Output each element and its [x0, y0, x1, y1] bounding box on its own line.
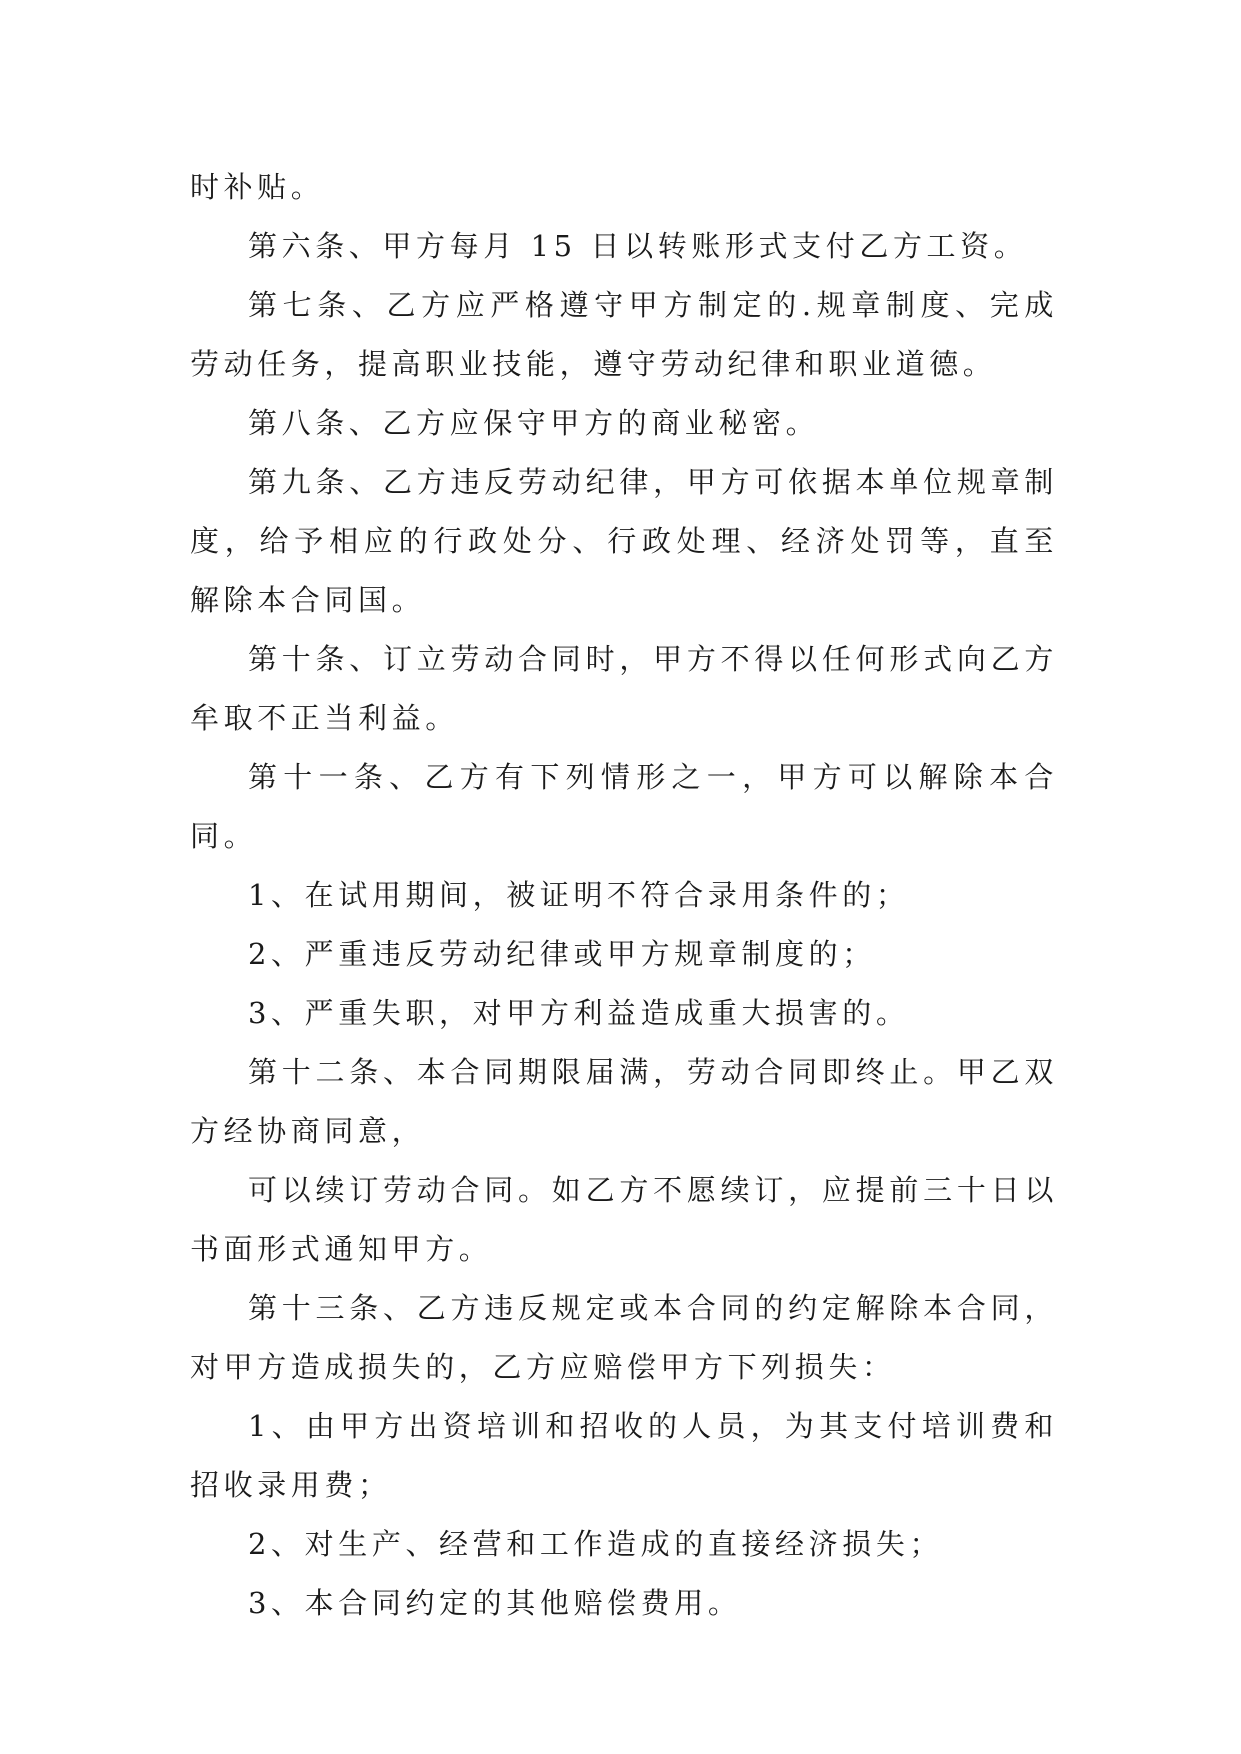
clause-11-item-1: 1、在试用期间，被证明不符合录用条件的；: [248, 878, 910, 912]
clause-11: 第十一条、乙方有下列情形之一，甲方可以解除本合同。: [190, 760, 1058, 853]
clause-10: 第十条、订立劳动合同时，甲方不得以任何形式向乙方牟取不正当利益。: [190, 642, 1058, 735]
clause-13-item-2: 2、对生产、经营和工作造成的直接经济损失；: [248, 1527, 944, 1561]
clause-13-item-3: 3、本合同约定的其他赔偿费用。: [248, 1586, 742, 1620]
clause-12: 第十二条、本合同期限届满，劳动合同即终止。甲乙双方经协商同意，: [190, 1055, 1058, 1148]
clause-11-item-2: 2、严重违反劳动纪律或甲方规章制度的；: [248, 937, 876, 971]
clause-6: 第六条、甲方每月 15 日以转账形式支付乙方工资。: [248, 229, 1028, 263]
paragraph-continuation: 时补贴。: [190, 170, 325, 204]
clause-11-item-3: 3、严重失职，对甲方利益造成重大损害的。: [248, 996, 910, 1030]
clause-13: 第十三条、乙方违反规定或本合同的约定解除本合同，对甲方造成损失的，乙方应赔偿甲方下列损失：: [190, 1291, 1058, 1384]
clause-13-item-1: 1、由甲方出资培训和招收的人员，为其支付培训费和招收录用费；: [190, 1409, 1058, 1502]
clause-7: 第七条、乙方应严格遵守甲方制定的.规章制度、完成劳动任务，提高职业技能，遵守劳动纪律和职业道德。: [190, 288, 1058, 381]
clause-9: 第九条、乙方违反劳动纪律，甲方可依据本单位规章制度，给予相应的行政处分、行政处理、经济处罚等，直至解除本合同国。: [190, 465, 1058, 617]
clause-8: 第八条、乙方应保守甲方的商业秘密。: [248, 406, 820, 440]
clause-12-continuation: 可以续订劳动合同。如乙方不愿续订，应提前三十日以书面形式通知甲方。: [190, 1173, 1058, 1266]
document-page: [190, 158, 1058, 1633]
